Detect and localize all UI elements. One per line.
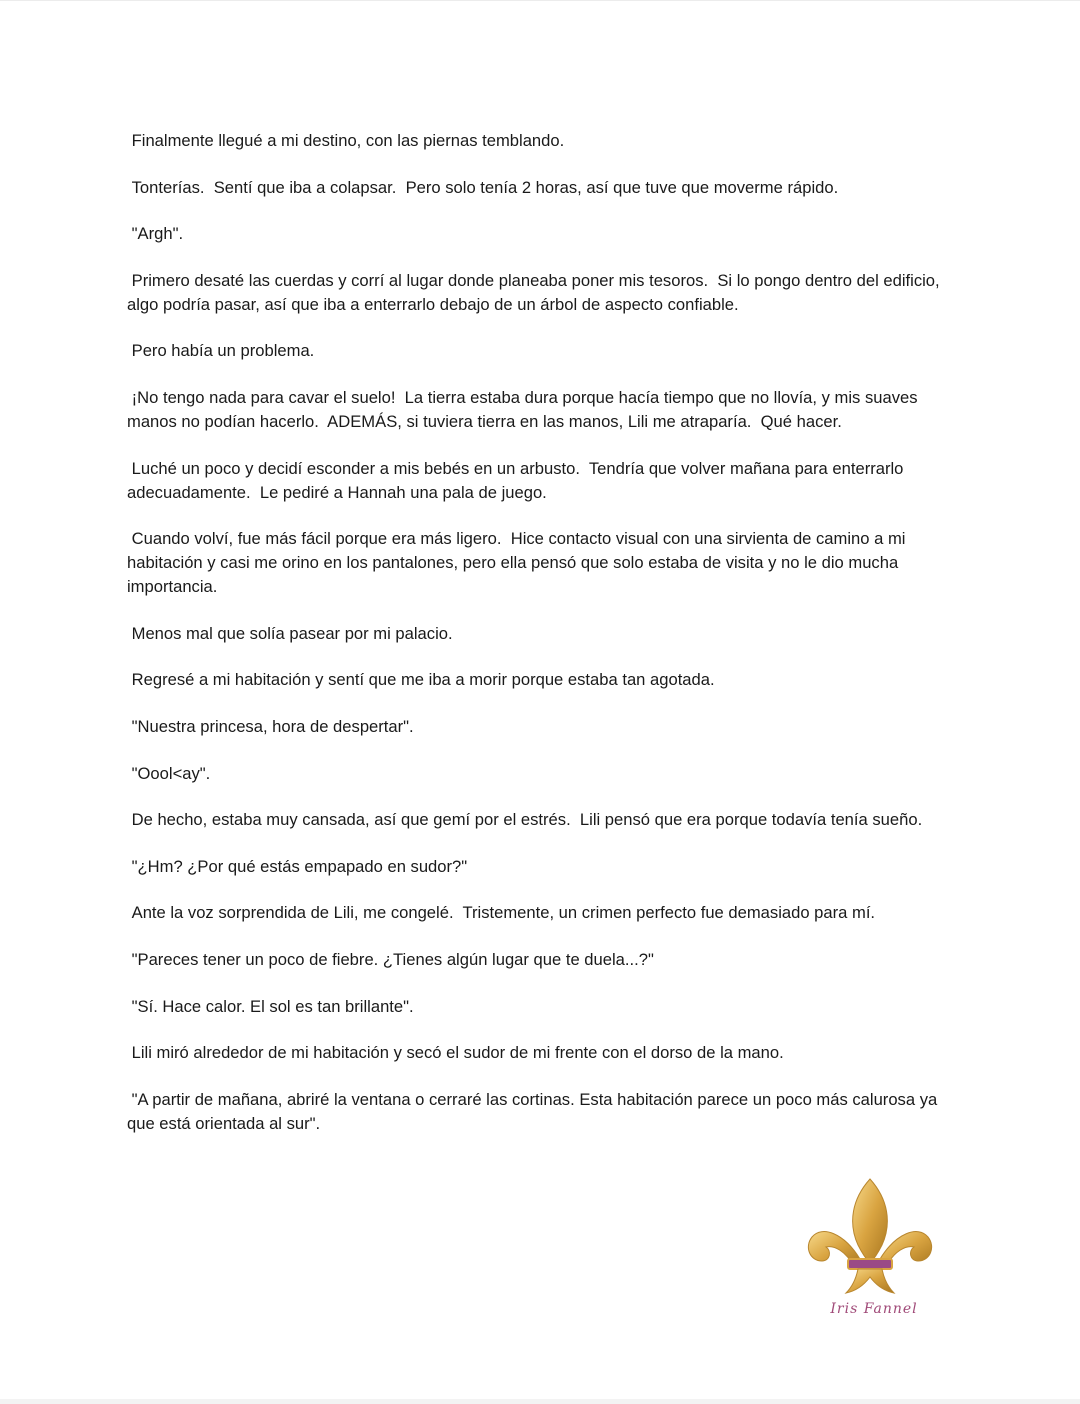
paragraph: "Argh".: [127, 224, 184, 244]
paragraph: Menos mal que solía pasear por mi palacio.: [127, 623, 453, 643]
signature: Iris Fannel: [830, 1301, 918, 1317]
paragraph: "Sí. Hace calor. El sol es tan brillante".: [127, 996, 414, 1016]
paragraph: Lili miró alrededor de mi habitación y secó el sudor de mi frente con el dorso de la mano.: [127, 1043, 784, 1063]
paragraph: Finalmente llegué a mi destino, con las piernas temblando.: [127, 131, 565, 150]
paragraph: Tonterías. Sentí que iba a colapsar. Pero solo tenía 2 horas, así que tuve que moverme rápido.: [127, 177, 839, 197]
paragraph: Pero había un problema.: [127, 341, 315, 361]
paragraph: Primero desaté las cuerdas y corrí al lugar donde planeaba poner mis tesoros. Si lo pongo dentro del edificio, algo podría pasar, así que iba a enterrarlo debajo de un árbol de aspecto confiable.: [127, 270, 945, 314]
paragraph: Regresé a mi habitación y sentí que me iba a morir porque estaba tan agotada.: [127, 670, 715, 690]
document-body: [127, 129, 957, 1158]
brand-logo: [800, 1173, 940, 1333]
paragraph: ¡No tengo nada para cavar el suelo! La tierra estaba dura porque hacía tiempo que no llovía, y mis suaves manos no podían hacerlo. ADEMÁS, si tuviera tierra en las manos, Lili me atraparía. Qué hacer.: [127, 387, 923, 431]
paragraph: Cuando volví, fue más fácil porque era más ligero. Hice contacto visual con una sirvienta de camino a mi habitación y casi me orino en los pantalones, pero ella pensó que solo estaba de visita y no le dio mucha importancia.: [127, 529, 911, 597]
paragraph: "Pareces tener un poco de fiebre. ¿Tienes algún lugar que te duela...?": [127, 949, 654, 969]
paragraph: De hecho, estaba muy cansada, así que gemí por el estrés. Lili pensó que era porque todavía tenía sueño.: [127, 810, 923, 830]
paragraph: Luché un poco y decidí esconder a mis bebés en un arbusto. Tendría que volver mañana para enterrarlo adecuadamente. Le pediré a Hannah una pala de juego.: [127, 458, 909, 502]
paragraph: "Nuestra princesa, hora de despertar".: [127, 716, 414, 736]
paragraph: Ante la voz sorprendida de Lili, me congelé. Tristemente, un crimen perfecto fue demasiado para mí.: [127, 903, 876, 923]
paragraph: "¿Hm? ¿Por qué estás empapado en sudor?": [127, 856, 468, 876]
paragraph: "A partir de mañana, abriré la ventana o cerraré las cortinas. Esta habitación parece un poco más calurosa ya que está orientada al sur".: [127, 1089, 942, 1133]
paragraph: "Oool<ay".: [127, 763, 211, 783]
